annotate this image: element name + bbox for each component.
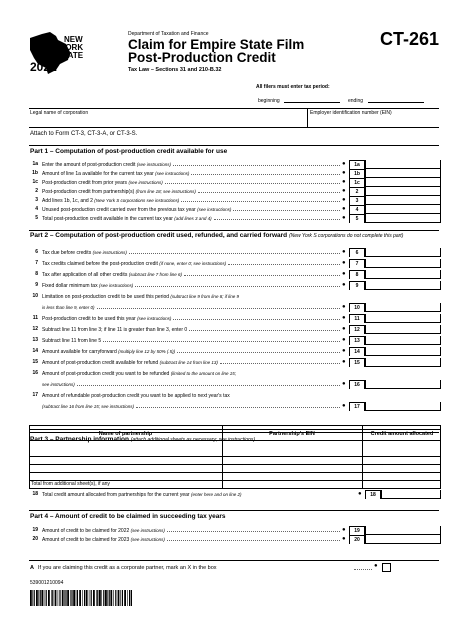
- ein-field[interactable]: [308, 116, 438, 126]
- beginning-label: beginning: [258, 98, 280, 104]
- line-box-number: 20: [349, 535, 365, 544]
- entry-bullet: ●: [342, 304, 346, 310]
- line-text: Tax due before credits: [42, 250, 92, 256]
- part2-line-row: [26, 380, 442, 389]
- barcode-bar: [103, 590, 104, 606]
- leader-dots: [136, 402, 340, 408]
- line-box-number: 3: [349, 196, 365, 205]
- line-description: [42, 281, 133, 291]
- col-credit-allocated: Credit amount allocated: [370, 431, 434, 437]
- line-number: 12: [32, 326, 38, 332]
- ein-label: Employer identification number (EIN): [310, 110, 392, 116]
- line-description: [42, 270, 182, 280]
- col-partnership-ein: Partnership's EIN: [269, 431, 315, 437]
- partnership-row[interactable]: [29, 448, 441, 456]
- amount-field[interactable]: [365, 270, 441, 279]
- part1-line-row: [26, 169, 442, 178]
- leader-dots: [191, 169, 340, 175]
- line-note: (limited to the amount on line 15;: [170, 371, 236, 376]
- barcode-bar: [46, 590, 47, 606]
- form-number: CT-261: [380, 29, 440, 49]
- part2-line-row: [26, 314, 442, 323]
- amount-field[interactable]: [381, 490, 441, 499]
- leader-dots: [189, 325, 340, 331]
- barcode-bar: [44, 590, 45, 606]
- amount-field[interactable]: [365, 259, 441, 268]
- barcode-bar: [109, 590, 110, 606]
- barcode-bar: [91, 590, 92, 606]
- part4-heading: Part 4 – Amount of credit to be claimed in succeeding tax years: [30, 513, 226, 520]
- legal-name-label: Legal name of corporation: [30, 110, 89, 116]
- line-text: Amount of credit to be claimed for 2023: [42, 537, 130, 543]
- line-text: Fixed dollar minimum tax: [42, 283, 98, 289]
- line-text: Post-production credit from prior years: [42, 180, 128, 186]
- part2-heading: [30, 232, 442, 240]
- line-box-number: 16: [349, 380, 365, 389]
- barcode-image: [30, 590, 132, 606]
- barcode-number: 539001210094: [30, 580, 64, 586]
- form-title: [128, 38, 304, 64]
- line-description: [42, 336, 101, 346]
- entry-bullet: ●: [342, 161, 346, 167]
- line-note: (see instructions): [136, 162, 172, 167]
- line-box-number: 18: [365, 490, 381, 499]
- barcode-bar: [86, 590, 88, 606]
- line-text: Amount of post-production credit you want to be refunded: [42, 371, 170, 377]
- line-box-number: 14: [349, 347, 365, 356]
- entry-bullet: ●: [342, 282, 346, 288]
- barcode-bar: [70, 590, 71, 606]
- line-number: 7: [35, 260, 38, 266]
- line-text: Subtract line 11 from line 5: [42, 338, 102, 344]
- entry-bullet: ●: [342, 381, 346, 387]
- line-text: Subtract line 11 from line 3; if line 11 is greater than line 3, enter 0: [42, 327, 188, 333]
- line-description: [42, 369, 236, 379]
- leader-dots: [233, 205, 340, 211]
- amount-field[interactable]: [365, 347, 441, 356]
- attach-instruction: Attach to Form CT-3, CT-3-A, or CT-3-S.: [30, 131, 138, 137]
- line-text: Total post-production credit available in the current tax year: [42, 216, 173, 222]
- part2-line-row: [26, 336, 442, 345]
- line-note: (subtract line 16 from line 15; see instructions): [42, 404, 135, 409]
- barcode-bar: [58, 590, 59, 606]
- line-note: (see instructions): [92, 250, 127, 255]
- line-note: (see instructions): [137, 316, 172, 321]
- line-text: Amount of post-production credit available for refund: [42, 360, 159, 366]
- barcode-bar: [36, 590, 38, 606]
- line-note: (subtract line 14 from line 13): [159, 360, 218, 365]
- part2-line-row: [26, 248, 442, 257]
- line-description: [42, 347, 175, 357]
- line-note: (enter here and on line 2): [190, 492, 242, 497]
- leader-dots: [220, 358, 340, 364]
- department-name: Department of Taxation and Finance: [128, 31, 209, 37]
- line-note: (see instructions): [98, 283, 134, 288]
- part2-line-row: [26, 391, 442, 400]
- barcode-bar: [105, 590, 107, 606]
- line-description: [42, 402, 134, 412]
- barcode-bar: [32, 590, 33, 606]
- entry-bullet: ●: [342, 206, 346, 212]
- line-text: Limitation on post-production credit to be used this period: [42, 294, 170, 300]
- amount-field[interactable]: [365, 281, 441, 290]
- leader-dots: [103, 336, 340, 342]
- line-18: [26, 490, 442, 499]
- part4-line-row: [26, 535, 442, 544]
- line-text: Post-production credit to be used this year: [42, 316, 136, 322]
- part1-line-row: [26, 196, 442, 205]
- line-box-number: 1b: [349, 169, 365, 178]
- leader-dots: [167, 535, 340, 541]
- entry-bullet: ●: [342, 170, 346, 176]
- entry-bullet: ●: [342, 260, 346, 266]
- barcode-bar: [38, 590, 39, 606]
- barcode-bar: [30, 590, 32, 606]
- leader-dots: [129, 248, 340, 254]
- entry-bullet: ●: [342, 315, 346, 321]
- leader-dots: [181, 196, 340, 202]
- line-number: 2: [35, 188, 38, 194]
- part1-line-row: [26, 187, 442, 196]
- leader-dots: [173, 314, 340, 320]
- line-number: 5: [35, 215, 38, 221]
- line-text: Enter the amount of post-production credit: [42, 162, 136, 168]
- part2-line-row: [26, 369, 442, 378]
- amount-field[interactable]: [365, 214, 441, 223]
- part2-line-row: [26, 270, 442, 279]
- leader-dots: [228, 259, 340, 265]
- entry-bullet: ●: [342, 271, 346, 277]
- line-number: 1b: [32, 170, 38, 176]
- amount-field[interactable]: [365, 248, 441, 257]
- line-box-number: 7: [349, 259, 365, 268]
- part2-line-row: [26, 325, 442, 334]
- entry-bullet: ●: [342, 403, 346, 409]
- entry-bullet: ●: [342, 188, 346, 194]
- barcode-bar: [73, 590, 75, 606]
- entry-bullet: ●: [342, 326, 346, 332]
- barcode-bar: [120, 590, 121, 606]
- line-text: Tax credits claimed before the post-production credit: [42, 261, 158, 267]
- leader-dots: [77, 380, 340, 386]
- barcode-bar: [84, 590, 85, 606]
- barcode-bar: [127, 590, 128, 606]
- barcode-bar: [122, 590, 123, 606]
- entry-bullet: ●: [342, 249, 346, 255]
- barcode-bar: [89, 590, 90, 606]
- line-description: [42, 358, 218, 368]
- barcode-bar: [64, 590, 65, 606]
- barcode-bar: [115, 590, 116, 606]
- line-description: [42, 391, 230, 401]
- form-title-line1: Claim for Empire State Film: [128, 37, 305, 52]
- barcode-bar: [51, 590, 52, 606]
- barcode-bar: [62, 590, 64, 606]
- additional-sheets-label: Total from additional sheet(s), if any: [31, 481, 110, 487]
- tax-year: 2021: [30, 60, 57, 74]
- line-note: (see instructions): [197, 207, 232, 212]
- amount-field[interactable]: [365, 187, 441, 196]
- line-note: (multiply line 12 by 50% (.5)): [118, 349, 176, 354]
- line-number: 18: [32, 491, 38, 497]
- barcode-bar: [76, 590, 77, 606]
- leader-dots: [184, 270, 340, 276]
- leader-dots: [135, 281, 340, 287]
- line-box-number: 1c: [349, 178, 365, 187]
- line-box-number: 5: [349, 214, 365, 223]
- barcode-bar: [41, 590, 43, 606]
- line-note: (New York S corporations see instructions): [94, 198, 180, 203]
- line-description: [42, 490, 242, 500]
- line-number: 14: [32, 348, 38, 354]
- line-number: 16: [32, 370, 38, 376]
- line-box-number: 10: [349, 303, 365, 312]
- amount-field[interactable]: [365, 535, 441, 544]
- part2-line-row: [26, 402, 442, 411]
- line-number: 11: [32, 315, 38, 321]
- entry-bullet: ●: [342, 197, 346, 203]
- barcode-bar: [101, 590, 102, 606]
- line-text: Tax after application of all other credits: [42, 272, 128, 278]
- barcode-bar: [71, 590, 72, 606]
- leader-dots: [165, 178, 340, 184]
- line-box-number: 6: [349, 248, 365, 257]
- line-note: (from line 18; see instructions): [135, 189, 196, 194]
- line-note: (add lines 3 and 4): [174, 216, 212, 221]
- line-number: 6: [35, 249, 38, 255]
- amount-field[interactable]: [365, 205, 441, 214]
- amount-field[interactable]: [365, 314, 441, 323]
- barcode-bar: [124, 590, 126, 606]
- barcode-bar: [113, 590, 114, 606]
- ending-date-field[interactable]: [368, 97, 424, 103]
- part2-line-row: [26, 358, 442, 367]
- line-number: 17: [32, 392, 38, 398]
- barcode-bar: [93, 590, 95, 606]
- leader-dots: [167, 526, 340, 532]
- entry-bullet: ●: [358, 491, 362, 497]
- line-number: 9: [35, 282, 38, 288]
- line-number: 1c: [32, 179, 38, 185]
- line-a-checkbox[interactable]: [382, 563, 391, 572]
- part1-line-row: [26, 178, 442, 187]
- barcode-bar: [59, 590, 60, 606]
- entry-bullet: ●: [342, 536, 346, 542]
- amount-field[interactable]: [365, 178, 441, 187]
- line-a-letter: A: [30, 565, 34, 571]
- line-number: 20: [32, 536, 38, 542]
- part2-line-row: [26, 292, 442, 301]
- line-description: [42, 314, 171, 324]
- line-note: (see instructions): [130, 537, 165, 542]
- leader-dots: [198, 187, 340, 193]
- barcode-bar: [96, 590, 97, 606]
- amount-field[interactable]: [365, 303, 441, 312]
- barcode-bar: [67, 590, 69, 606]
- line-description: [42, 214, 212, 224]
- part3-heading-note: (attach additional sheets as necessary; see instructions): [130, 437, 256, 443]
- line-box-number: 15: [349, 358, 365, 367]
- line-text: Total credit amount allocated from partnerships for the current year: [42, 492, 190, 498]
- barcode-bar: [48, 590, 50, 606]
- line-note: is less than line 9, enter 0): [42, 305, 95, 310]
- line-a-bullet: ●: [374, 563, 378, 569]
- form-title-line2: Post-Production Credit: [128, 50, 276, 65]
- line-text: Amount of credit to be claimed for 2022: [42, 528, 130, 534]
- entry-bullet: ●: [342, 179, 346, 185]
- line-number: 8: [35, 271, 38, 277]
- line-box-number: 9: [349, 281, 365, 290]
- line-note: (see instructions): [128, 180, 163, 185]
- barcode-bar: [99, 590, 101, 606]
- line-a-text: If you are claiming this credit as a corporate partner, mark an X in the box: [38, 565, 217, 571]
- entry-bullet: ●: [342, 215, 346, 221]
- entry-bullet: ●: [342, 527, 346, 533]
- line-note: see instructions): [42, 382, 75, 387]
- line-number: 1a: [32, 161, 38, 167]
- line-box-number: 4: [349, 205, 365, 214]
- part2-heading-title: Part 2 – Computation of post-production credit used, refunded, and carried forward: [30, 232, 288, 239]
- part4-line-row: [26, 526, 442, 535]
- tax-law-reference: Tax Law – Sections 31 and 210-B.32: [128, 67, 222, 73]
- line-box-number: 12: [349, 325, 365, 334]
- leader-dots: [173, 160, 340, 166]
- line-box-number: 2: [349, 187, 365, 196]
- barcode-bar: [40, 590, 41, 606]
- amount-field[interactable]: [365, 380, 441, 389]
- amount-field[interactable]: [365, 402, 441, 411]
- barcode-bar: [131, 590, 132, 606]
- line-description: [42, 303, 95, 313]
- part1-line-row: [26, 214, 442, 223]
- barcode-bar: [118, 590, 120, 606]
- leader-dots: [177, 347, 340, 353]
- barcode-bar: [55, 590, 57, 606]
- part2-line-row: [26, 259, 442, 268]
- line-number: 3: [35, 197, 38, 203]
- line-box-number: 8: [349, 270, 365, 279]
- line-description: [42, 535, 165, 545]
- tax-period-label: All filers must enter tax period:: [256, 84, 330, 90]
- amount-field[interactable]: [365, 358, 441, 367]
- line-text: Amount of line 1a available for the current tax year: [42, 171, 154, 177]
- svg-text:STATE: STATE: [58, 51, 84, 60]
- part1-line-row: [26, 205, 442, 214]
- entry-bullet: ●: [342, 359, 346, 365]
- line-text: Amount available for carryforward: [42, 349, 117, 355]
- line-number: 19: [32, 527, 38, 533]
- ending-label: ending: [348, 98, 364, 104]
- part2-heading-note: (New York S corporations do not complete this part): [288, 233, 404, 239]
- part2-line-row: [26, 281, 442, 290]
- line-box-number: 11: [349, 314, 365, 323]
- line-description: [42, 248, 127, 258]
- part1-line-row: [26, 160, 442, 169]
- barcode-bar: [79, 590, 81, 606]
- amount-field[interactable]: [365, 325, 441, 334]
- entry-bullet: ●: [342, 337, 346, 343]
- line-box-number: 13: [349, 336, 365, 345]
- barcode-bar: [110, 590, 112, 606]
- line-text: Unused post-production credit carried over from the previous tax year: [42, 207, 196, 213]
- entry-bullet: ●: [342, 348, 346, 354]
- part2-line-row: [26, 303, 442, 312]
- leader-dots: [214, 214, 340, 220]
- barcode-bar: [65, 590, 66, 606]
- amount-field[interactable]: [365, 160, 441, 169]
- line-text: Post-production credit from partnership(s): [42, 189, 135, 195]
- barcode-bar: [77, 590, 78, 606]
- line-number: 13: [32, 337, 38, 343]
- barcode-bar: [52, 590, 53, 606]
- svg-text:YORK: YORK: [60, 43, 84, 52]
- line-note: (if none, enter 0; see instructions): [159, 261, 227, 266]
- barcode-bar: [34, 590, 35, 606]
- line-text: Add lines 1b, 1c, and 2: [42, 198, 93, 204]
- line-box-number: 17: [349, 402, 365, 411]
- beginning-date-field[interactable]: [284, 97, 340, 103]
- line-note: (subtract line 9 from line 8; if line 9: [170, 294, 239, 299]
- line-description: [42, 259, 226, 269]
- svg-text:NEW: NEW: [64, 35, 83, 44]
- line-box-number: 1a: [349, 160, 365, 169]
- barcode-bar: [129, 590, 130, 606]
- amount-field[interactable]: [365, 169, 441, 178]
- barcode-bar: [107, 590, 108, 606]
- line-description: [42, 325, 187, 335]
- line-number: 4: [35, 206, 38, 212]
- line-description: [42, 292, 239, 302]
- line-note: (see instructions): [130, 528, 165, 533]
- col-partnership-name: Name of partnership: [98, 431, 153, 437]
- line-note: (see instructions): [155, 171, 190, 176]
- part2-line-row: [26, 347, 442, 356]
- part3-heading-title: Part 3 – Partnership information: [30, 436, 129, 443]
- line-box-number: 19: [349, 526, 365, 535]
- amount-field[interactable]: [365, 196, 441, 205]
- line-number: 10: [32, 293, 38, 299]
- line-text: Amount of refundable post-production credit you want to be applied to next year's tax: [42, 393, 230, 399]
- barcode-bar: [97, 590, 98, 606]
- line-note: (subtract line 7 from line 6): [128, 272, 182, 277]
- amount-field[interactable]: [365, 526, 441, 535]
- part1-heading: Part 1 – Computation of post-production credit available for use: [30, 148, 228, 155]
- new-york-state-logo: [28, 30, 90, 82]
- legal-name-field[interactable]: [29, 116, 306, 126]
- line-description: [42, 380, 75, 390]
- leader-dots: [97, 303, 340, 309]
- line-number: 15: [32, 359, 38, 365]
- barcode-bar: [82, 590, 83, 606]
- amount-field[interactable]: [365, 336, 441, 345]
